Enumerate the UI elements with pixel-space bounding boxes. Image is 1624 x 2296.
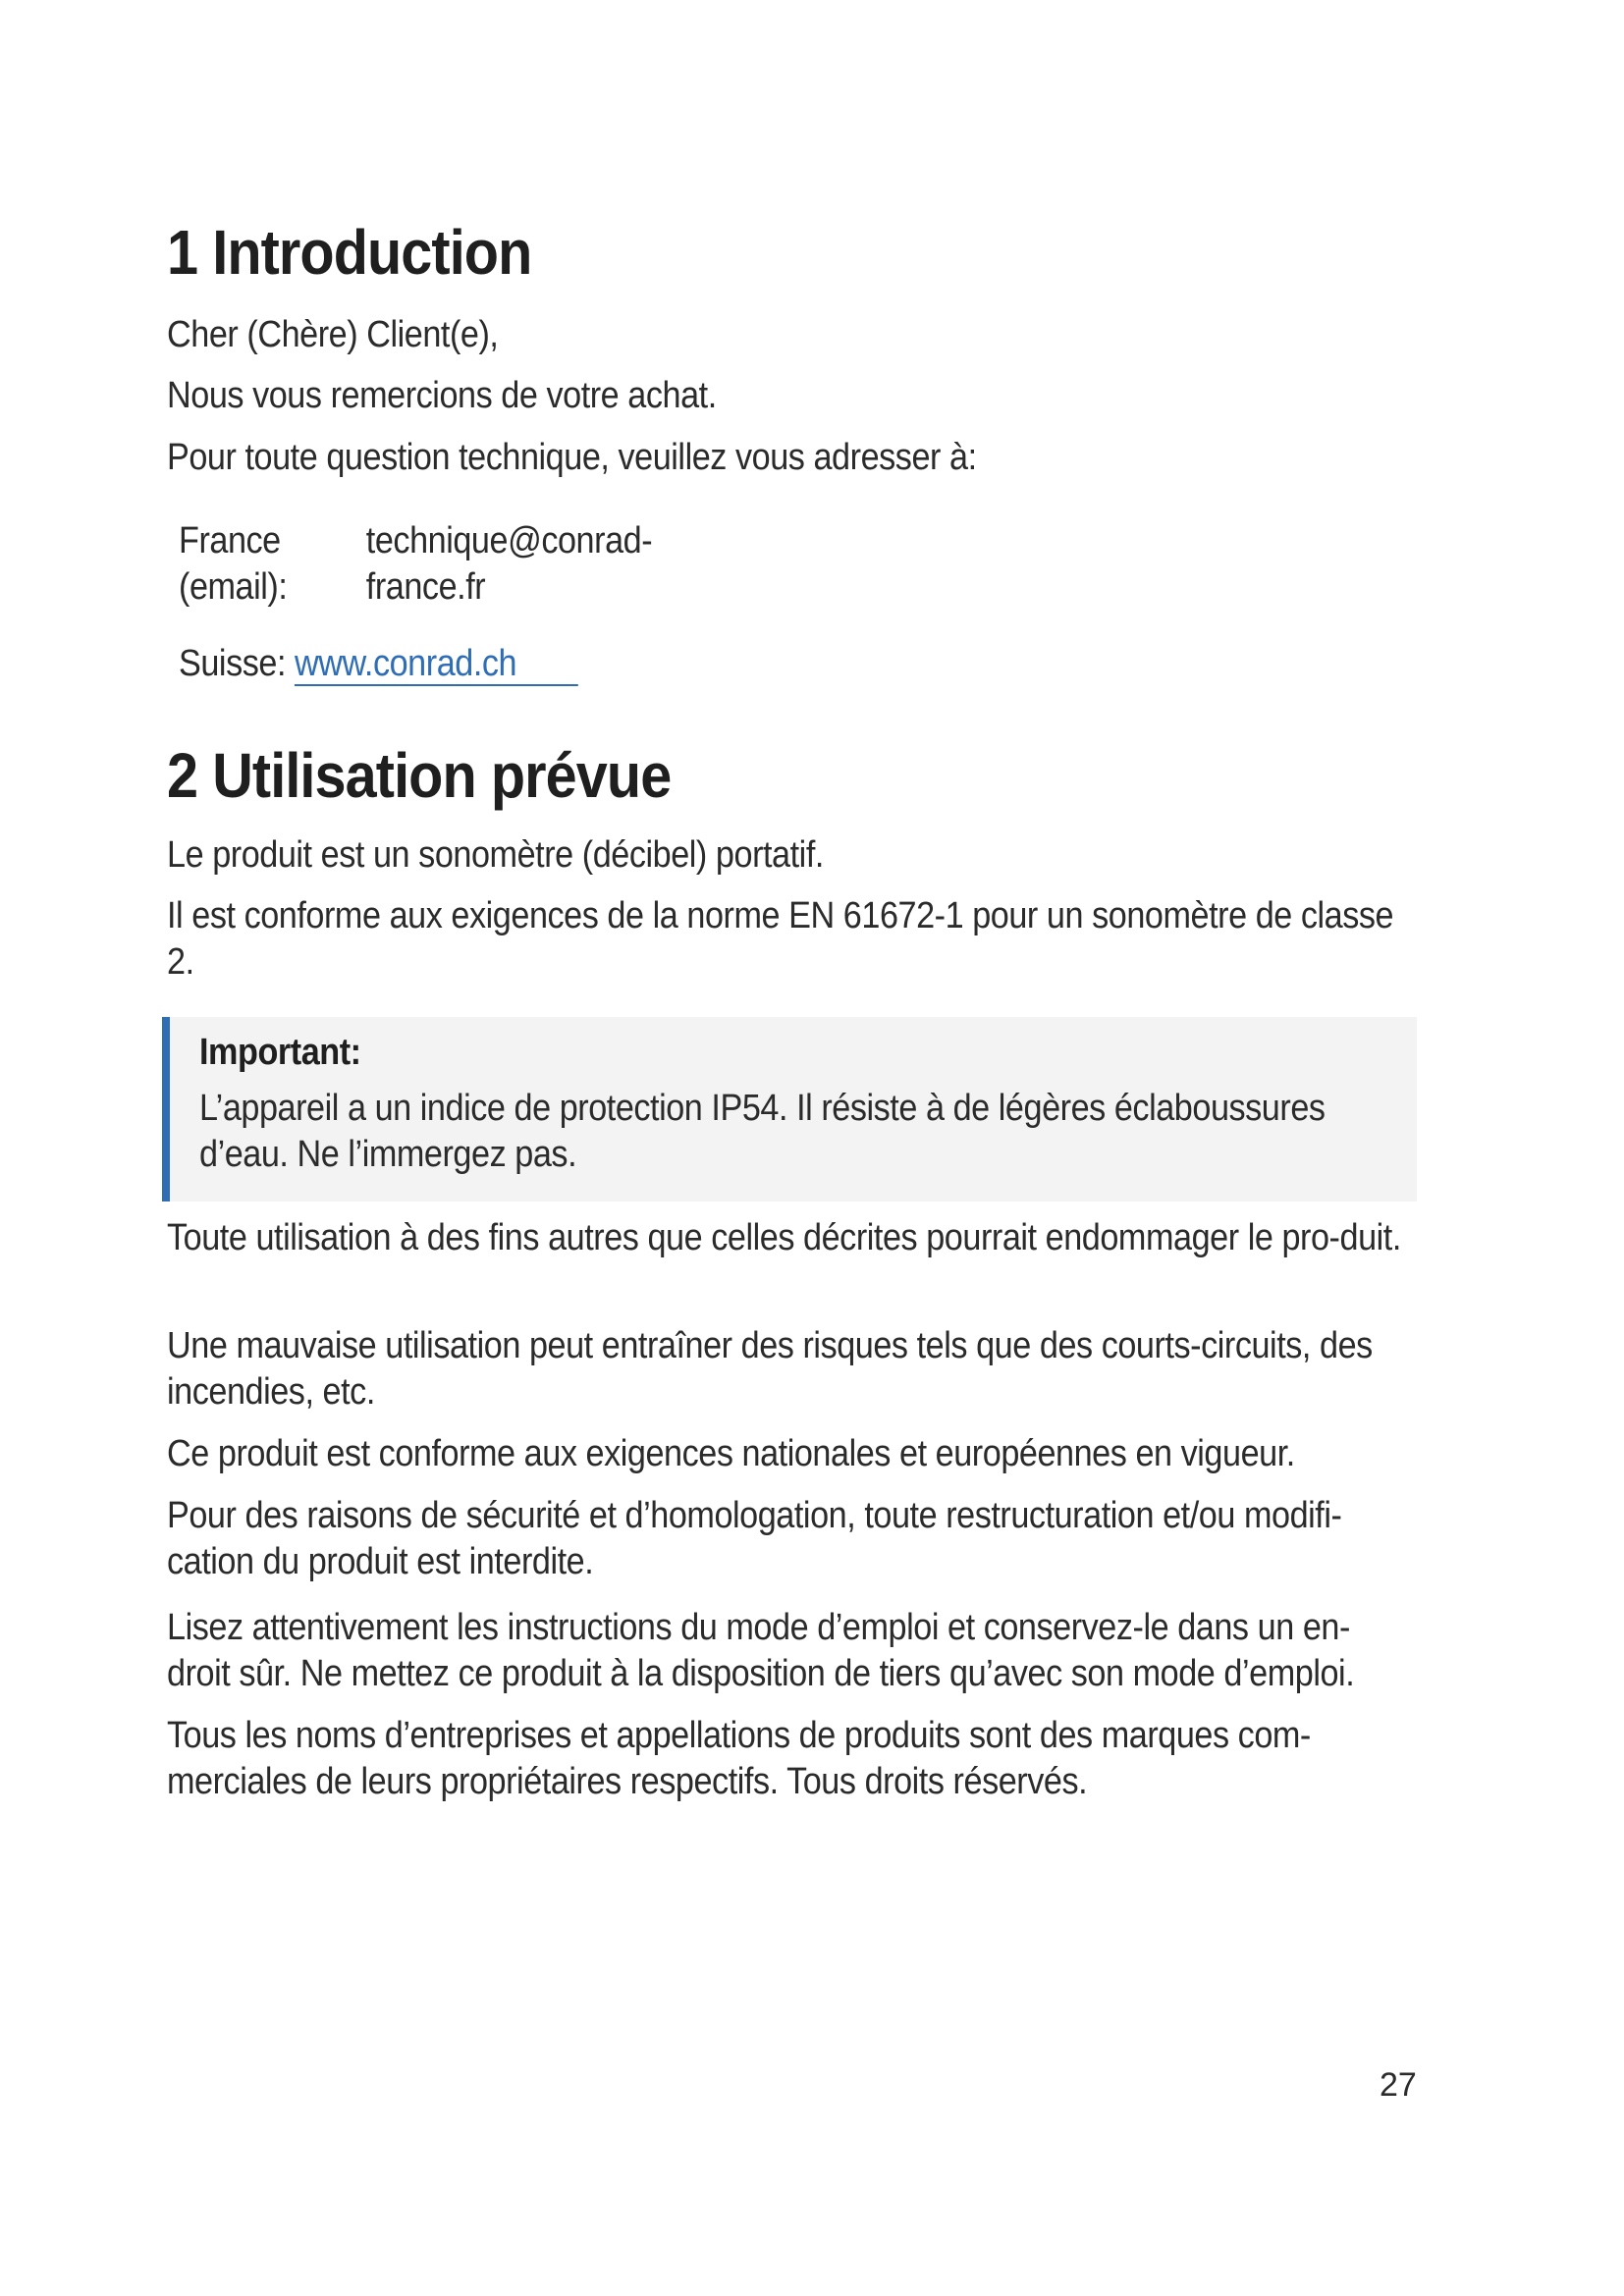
important-note-text: L’appareil a un indice de protection IP54. Il résiste à de légères éclaboussures d’eau. Ne l’immergez pas. [199, 1088, 1326, 1175]
contact-label-france [179, 518, 366, 611]
contact-row-suisse [179, 641, 578, 687]
paragraph-4: Une mauvaise utilisation peut entraîner des risques tels que des courts-circuits, des incendies, etc. [167, 1325, 1373, 1413]
paragraph-2: Il est conforme aux exigences de la norme EN 61672-1 pour un sonomètre de classe 2. [167, 895, 1394, 983]
paragraph-8: Tous les noms d’entreprises et appellations de produits sont des marques com-merciales de leurs propriétaires respectifs. Tous droits réservés. [167, 1715, 1311, 1802]
question-text: Pour toute question technique, veuillez vous adresser à: [167, 437, 977, 478]
suisse-website-link[interactable]: www.conrad.ch [295, 643, 578, 686]
france-label-line-1: France [179, 520, 281, 561]
important-note-title: Important: [199, 1032, 361, 1073]
paragraph-7: Lisez attentivement les instructions du mode d’emploi et conservez-le dans un en-droit sûr. Ne mettez ce produit à la disposition de tiers qu’avec son mode d’emploi. [167, 1607, 1355, 1694]
section-heading-introduction: 1 Introduction [167, 217, 532, 288]
france-label-line-2: (email): [179, 566, 288, 608]
paragraph-6: Pour des raisons de sécurité et d’homologation, toute restructuration et/ou modifi-cation du produit est interdite. [167, 1495, 1342, 1582]
suisse-label: Suisse: [179, 643, 296, 684]
contact-email-france [365, 518, 653, 611]
contact-row-france [179, 518, 653, 611]
paragraph-3: Toute utilisation à des fins autres que celles décrites pourrait endommager le pro-duit. [167, 1217, 1401, 1258]
contact-table [179, 518, 653, 611]
thanks-text: Nous vous remercions de votre achat. [167, 375, 717, 416]
page-number: 27 [1380, 2066, 1417, 2104]
france-email-line-1: technique@conrad- [365, 520, 653, 561]
greeting-text: Cher (Chère) Client(e), [167, 314, 499, 355]
important-note-box [162, 1017, 1417, 1201]
paragraph-1: Le produit est un sonomètre (décibel) portatif. [167, 834, 824, 876]
section-heading-utilisation: 2 Utilisation prévue [167, 740, 672, 811]
paragraph-5: Ce produit est conforme aux exigences nationales et européennes en vigueur. [167, 1433, 1295, 1474]
france-email-line-2: france.fr [365, 566, 486, 608]
important-note-content [199, 1027, 1410, 1178]
